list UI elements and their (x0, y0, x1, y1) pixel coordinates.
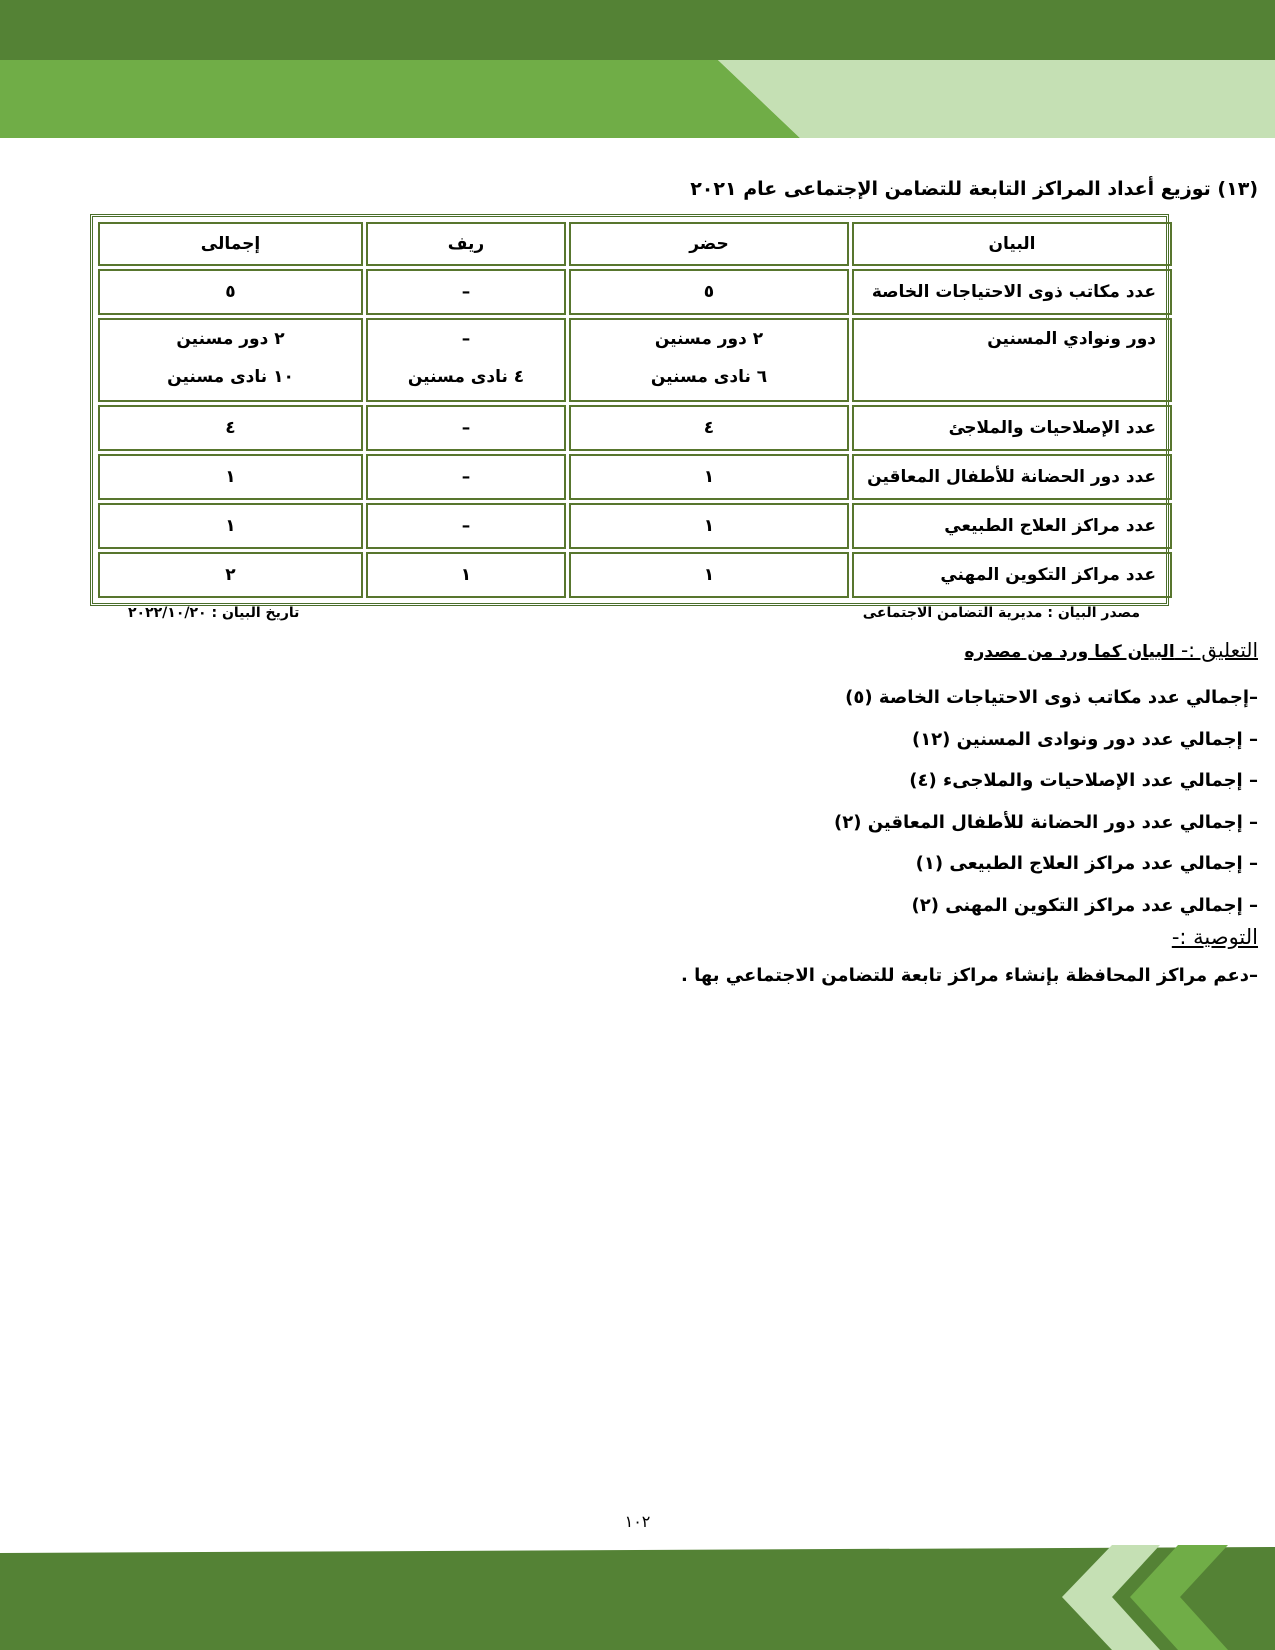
list-item: – إجمالي عدد مراكز العلاج الطبيعى (١) (915, 853, 1258, 874)
rural-cell: – (366, 454, 566, 500)
urban-cell (569, 318, 849, 402)
total-cell: ١ (98, 454, 363, 500)
list-item: –إجمالي عدد مكاتب ذوى الاحتياجات الخاصة (٥) (845, 687, 1258, 708)
data-source: مصدر البيان : مديرية التضامن الاجتماعى (862, 605, 1140, 621)
urban-cell: ١ (569, 503, 849, 549)
recommendation-heading: التوصية :- (1171, 925, 1258, 949)
row-label: عدد الإصلاحيات والملاجئ (852, 405, 1172, 451)
table-header-row (98, 222, 1172, 266)
row-label (852, 318, 1172, 402)
header-cell: إجمالى (98, 222, 363, 266)
total-cell: ١ (98, 503, 363, 549)
header-cell: حضر (569, 222, 849, 266)
table-row (98, 454, 1172, 500)
comment-text: البيان كما ورد من مصدره (964, 642, 1175, 662)
rural-cell (366, 318, 566, 402)
comment-heading-label: التعليق :- (1181, 638, 1258, 662)
rural-line: – (461, 329, 471, 349)
footer-banner (0, 1545, 1275, 1650)
row-label: عدد مراكز العلاج الطبيعي (852, 503, 1172, 549)
urban-line: ٦ نادى مسنين (650, 367, 768, 387)
rural-cell: – (366, 405, 566, 451)
rural-cell: ١ (366, 552, 566, 598)
list-item: – إجمالي عدد دور ونوادى المسنين (١٢) (911, 728, 1258, 750)
rural-line: ٤ نادى مسنين (407, 367, 525, 387)
total-cell: ٤ (98, 405, 363, 451)
urban-line: ٢ دور مسنين (654, 329, 764, 349)
urban-cell: ١ (569, 454, 849, 500)
total-line: ١٠ نادى مسنين (167, 367, 294, 387)
rural-cell: – (366, 269, 566, 315)
header-cell: ريف (366, 222, 566, 266)
row-label-text: دور ونوادي المسنين (987, 329, 1156, 349)
recommendation-text: –دعم مراكز المحافظة بإنشاء مراكز تابعة للتضامن الاجتماعي بها . (680, 965, 1258, 986)
row-label: عدد دور الحضانة للأطفال المعاقين (852, 454, 1172, 500)
table-title: (١٣) توزيع أعداد المراكز التابعة للتضامن الإجتماعى عام ٢٠٢١ (690, 178, 1258, 200)
list-item: – إجمالي عدد دور الحضانة للأطفال المعاقين (٢) (833, 811, 1258, 833)
total-cell: ٥ (98, 269, 363, 315)
summary-list (834, 680, 1258, 929)
data-date: تاريخ البيان : ٢٠٢٢/١٠/٢٠ (128, 605, 300, 621)
comment-heading (965, 638, 1259, 662)
table-row (98, 269, 1172, 315)
table-row (98, 405, 1172, 451)
row-label: عدد مراكز التكوين المهني (852, 552, 1172, 598)
table-row (98, 552, 1172, 598)
urban-cell: ٥ (569, 269, 849, 315)
page-number: ١٠٢ (624, 1512, 651, 1531)
urban-cell: ٤ (569, 405, 849, 451)
row-label: عدد مكاتب ذوى الاحتياجات الخاصة (852, 269, 1172, 315)
list-item: – إجمالي عدد مراكز التكوين المهنى (٢) (911, 894, 1258, 916)
centers-table (90, 214, 1169, 606)
header-banner (0, 0, 1275, 140)
header-cell: البيان (852, 222, 1172, 266)
rural-cell: – (366, 503, 566, 549)
table-row (98, 503, 1172, 549)
total-line: ٢ دور مسنين (176, 329, 285, 349)
table-row (98, 318, 1172, 402)
total-cell (98, 318, 363, 402)
total-cell: ٢ (98, 552, 363, 598)
list-item: – إجمالي عدد الإصلاحيات والملاجىء (٤) (909, 770, 1258, 791)
urban-cell: ١ (569, 552, 849, 598)
